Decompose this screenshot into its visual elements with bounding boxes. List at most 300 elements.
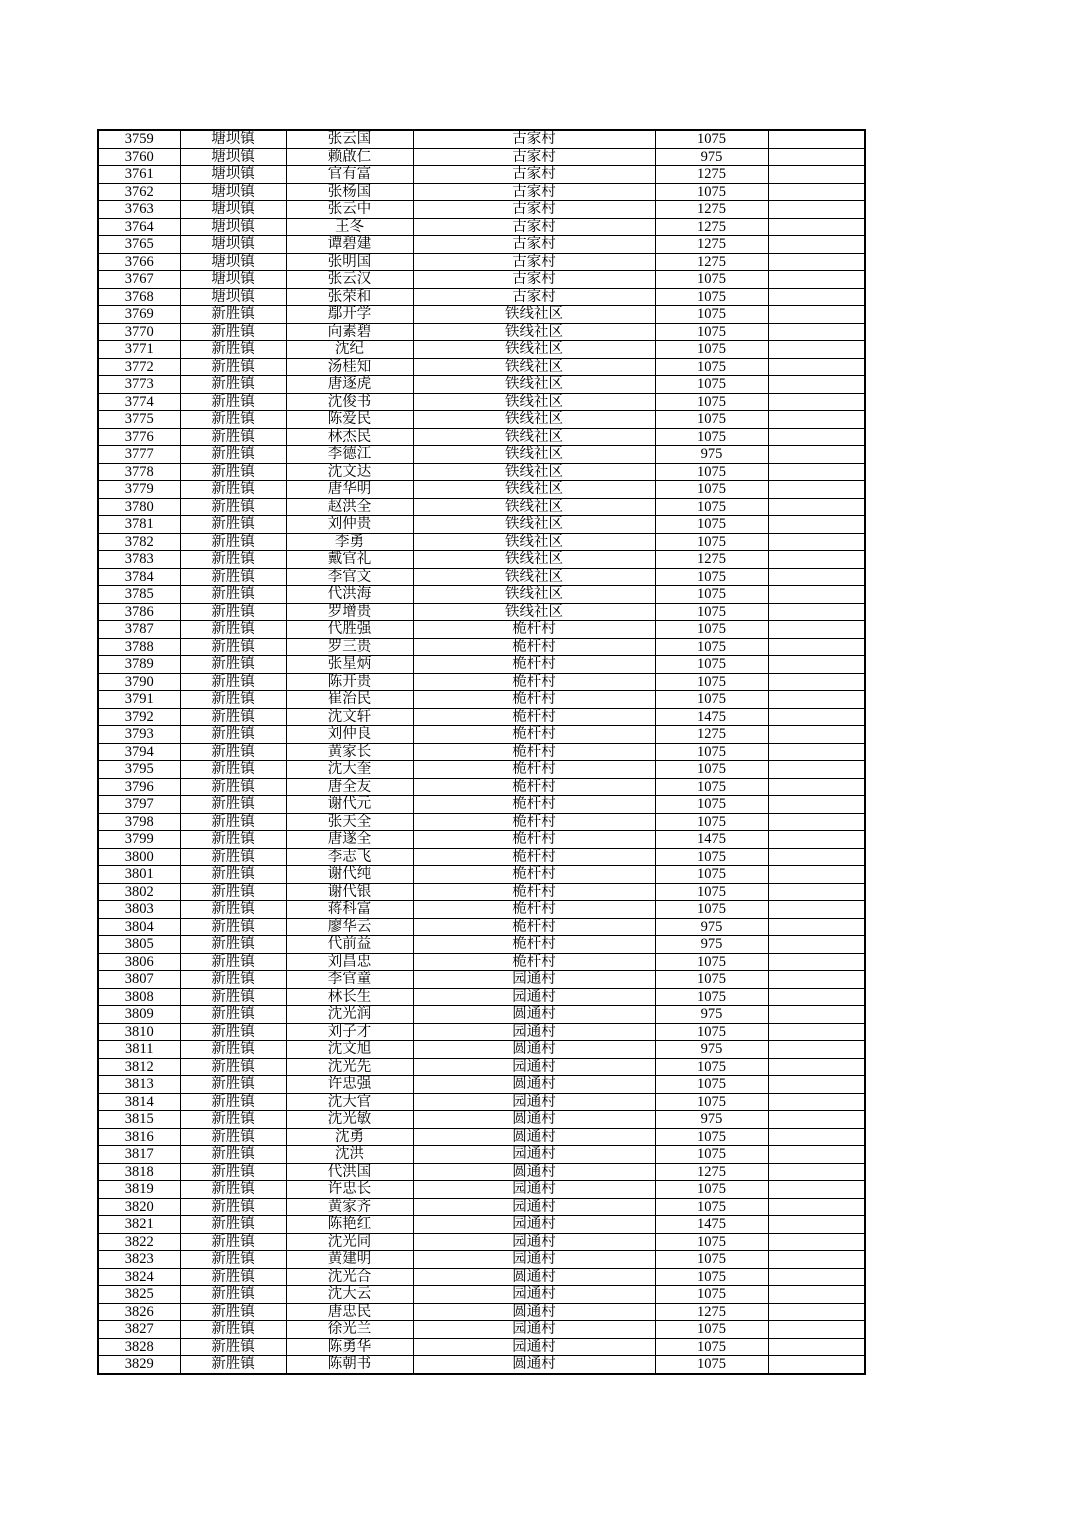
row-number-cell: 3802 (98, 883, 180, 901)
amount-cell: 1075 (655, 953, 768, 971)
town-cell: 新胜镇 (180, 813, 286, 831)
remarks-cell (768, 778, 865, 796)
village-cell: 圆通村 (413, 1163, 655, 1181)
amount-cell: 1075 (655, 691, 768, 709)
remarks-cell (768, 603, 865, 621)
row-number-cell: 3785 (98, 586, 180, 604)
town-cell: 新胜镇 (180, 586, 286, 604)
table-row (98, 586, 865, 604)
table-row (98, 813, 865, 831)
remarks-cell (768, 656, 865, 674)
amount-cell: 1075 (655, 988, 768, 1006)
town-cell: 新胜镇 (180, 1058, 286, 1076)
amount-cell: 1275 (655, 218, 768, 236)
remarks-cell (768, 831, 865, 849)
name-cell: 陈朝书 (286, 1356, 413, 1374)
row-number-cell: 3793 (98, 726, 180, 744)
remarks-cell (768, 358, 865, 376)
remarks-cell (768, 1128, 865, 1146)
row-number-cell: 3797 (98, 796, 180, 814)
amount-cell: 1075 (655, 586, 768, 604)
town-cell: 新胜镇 (180, 1163, 286, 1181)
name-cell: 沈大奎 (286, 761, 413, 779)
row-number-cell: 3771 (98, 341, 180, 359)
name-cell: 向素碧 (286, 323, 413, 341)
village-cell: 铁线社区 (413, 393, 655, 411)
village-cell: 桅杆村 (413, 866, 655, 884)
remarks-cell (768, 988, 865, 1006)
name-cell: 张明国 (286, 253, 413, 271)
row-number-cell: 3816 (98, 1128, 180, 1146)
table-row (98, 691, 865, 709)
village-cell: 铁线社区 (413, 428, 655, 446)
village-cell: 铁线社区 (413, 446, 655, 464)
name-cell: 沈纪 (286, 341, 413, 359)
name-cell: 崔治民 (286, 691, 413, 709)
name-cell: 廖华云 (286, 918, 413, 936)
row-number-cell: 3814 (98, 1093, 180, 1111)
name-cell: 张杨国 (286, 183, 413, 201)
name-cell: 谭碧建 (286, 236, 413, 254)
remarks-cell (768, 551, 865, 569)
town-cell: 新胜镇 (180, 1093, 286, 1111)
row-number-cell: 3768 (98, 288, 180, 306)
name-cell: 沈光敏 (286, 1111, 413, 1129)
row-number-cell: 3824 (98, 1268, 180, 1286)
name-cell: 陈爱民 (286, 411, 413, 429)
village-cell: 桅杆村 (413, 813, 655, 831)
remarks-cell (768, 971, 865, 989)
name-cell: 沈俊书 (286, 393, 413, 411)
village-cell: 古家村 (413, 183, 655, 201)
town-cell: 新胜镇 (180, 708, 286, 726)
table-row (98, 1058, 865, 1076)
remarks-cell (768, 901, 865, 919)
amount-cell: 1075 (655, 130, 768, 148)
row-number-cell: 3827 (98, 1321, 180, 1339)
row-number-cell: 3776 (98, 428, 180, 446)
name-cell: 汤桂知 (286, 358, 413, 376)
amount-cell: 1075 (655, 411, 768, 429)
table-row (98, 1286, 865, 1304)
amount-cell: 1075 (655, 883, 768, 901)
amount-cell: 1075 (655, 183, 768, 201)
town-cell: 新胜镇 (180, 1286, 286, 1304)
name-cell: 蒋科富 (286, 901, 413, 919)
table-row (98, 288, 865, 306)
village-cell: 园通村 (413, 1198, 655, 1216)
village-cell: 园通村 (413, 1146, 655, 1164)
name-cell: 陈艳红 (286, 1216, 413, 1234)
town-cell: 新胜镇 (180, 481, 286, 499)
remarks-cell (768, 1041, 865, 1059)
town-cell: 新胜镇 (180, 831, 286, 849)
town-cell: 新胜镇 (180, 743, 286, 761)
row-number-cell: 3763 (98, 201, 180, 219)
table-row (98, 1198, 865, 1216)
remarks-cell (768, 516, 865, 534)
remarks-cell (768, 253, 865, 271)
remarks-cell (768, 1006, 865, 1024)
name-cell: 李官童 (286, 971, 413, 989)
town-cell: 新胜镇 (180, 1111, 286, 1129)
amount-cell: 1075 (655, 638, 768, 656)
remarks-cell (768, 533, 865, 551)
remarks-cell (768, 1303, 865, 1321)
name-cell: 唐华明 (286, 481, 413, 499)
town-cell: 新胜镇 (180, 1041, 286, 1059)
town-cell: 新胜镇 (180, 1268, 286, 1286)
table-row (98, 1321, 865, 1339)
remarks-cell (768, 201, 865, 219)
name-cell: 沈光先 (286, 1058, 413, 1076)
village-cell: 桅杆村 (413, 936, 655, 954)
town-cell: 新胜镇 (180, 953, 286, 971)
table-row (98, 428, 865, 446)
village-cell: 桅杆村 (413, 761, 655, 779)
remarks-cell (768, 463, 865, 481)
town-cell: 新胜镇 (180, 1076, 286, 1094)
village-cell: 园通村 (413, 1058, 655, 1076)
town-cell: 新胜镇 (180, 1233, 286, 1251)
village-cell: 桅杆村 (413, 621, 655, 639)
village-cell: 铁线社区 (413, 341, 655, 359)
amount-cell: 1075 (655, 901, 768, 919)
amount-cell: 1275 (655, 201, 768, 219)
town-cell: 新胜镇 (180, 883, 286, 901)
name-cell: 谢代元 (286, 796, 413, 814)
name-cell: 唐忠民 (286, 1303, 413, 1321)
amount-cell: 1075 (655, 761, 768, 779)
town-cell: 新胜镇 (180, 428, 286, 446)
name-cell: 林杰民 (286, 428, 413, 446)
amount-cell: 1075 (655, 428, 768, 446)
town-cell: 新胜镇 (180, 1146, 286, 1164)
town-cell: 新胜镇 (180, 463, 286, 481)
town-cell: 新胜镇 (180, 988, 286, 1006)
table-row (98, 568, 865, 586)
amount-cell: 1075 (655, 603, 768, 621)
village-cell: 铁线社区 (413, 533, 655, 551)
remarks-cell (768, 1023, 865, 1041)
town-cell: 新胜镇 (180, 761, 286, 779)
name-cell: 李志飞 (286, 848, 413, 866)
village-cell: 桅杆村 (413, 901, 655, 919)
amount-cell: 1275 (655, 1303, 768, 1321)
village-cell: 桅杆村 (413, 918, 655, 936)
town-cell: 新胜镇 (180, 411, 286, 429)
table-row (98, 551, 865, 569)
name-cell: 刘昌忠 (286, 953, 413, 971)
name-cell: 张星炳 (286, 656, 413, 674)
row-number-cell: 3828 (98, 1338, 180, 1356)
table-row (98, 201, 865, 219)
name-cell: 徐光兰 (286, 1321, 413, 1339)
remarks-cell (768, 743, 865, 761)
village-cell: 古家村 (413, 201, 655, 219)
village-cell: 铁线社区 (413, 411, 655, 429)
village-cell: 古家村 (413, 288, 655, 306)
name-cell: 代洪海 (286, 586, 413, 604)
remarks-cell (768, 796, 865, 814)
amount-cell: 1075 (655, 376, 768, 394)
table-row (98, 708, 865, 726)
row-number-cell: 3780 (98, 498, 180, 516)
amount-cell: 975 (655, 936, 768, 954)
name-cell: 陈开贵 (286, 673, 413, 691)
amount-cell: 1075 (655, 323, 768, 341)
remarks-cell (768, 1338, 865, 1356)
remarks-cell (768, 498, 865, 516)
town-cell: 塘坝镇 (180, 253, 286, 271)
amount-cell: 1075 (655, 743, 768, 761)
amount-cell: 975 (655, 1111, 768, 1129)
village-cell: 古家村 (413, 218, 655, 236)
town-cell: 塘坝镇 (180, 288, 286, 306)
town-cell: 新胜镇 (180, 1216, 286, 1234)
name-cell: 李勇 (286, 533, 413, 551)
table-row (98, 463, 865, 481)
table-row (98, 323, 865, 341)
town-cell: 新胜镇 (180, 498, 286, 516)
table-row (98, 673, 865, 691)
village-cell: 桅杆村 (413, 691, 655, 709)
name-cell: 罗三贵 (286, 638, 413, 656)
village-cell: 园通村 (413, 1093, 655, 1111)
village-cell: 铁线社区 (413, 516, 655, 534)
village-cell: 古家村 (413, 271, 655, 289)
table-row (98, 1216, 865, 1234)
table-row (98, 971, 865, 989)
village-cell: 古家村 (413, 130, 655, 148)
table-row (98, 866, 865, 884)
row-number-cell: 3829 (98, 1356, 180, 1374)
amount-cell: 1075 (655, 1268, 768, 1286)
table-row (98, 358, 865, 376)
village-cell: 桅杆村 (413, 953, 655, 971)
town-cell: 新胜镇 (180, 1128, 286, 1146)
remarks-cell (768, 341, 865, 359)
row-number-cell: 3799 (98, 831, 180, 849)
name-cell: 林长生 (286, 988, 413, 1006)
town-cell: 新胜镇 (180, 673, 286, 691)
row-number-cell: 3789 (98, 656, 180, 674)
amount-cell: 1075 (655, 673, 768, 691)
table-body (98, 130, 865, 1374)
table-row (98, 236, 865, 254)
remarks-cell (768, 1251, 865, 1269)
amount-cell: 1075 (655, 463, 768, 481)
row-number-cell: 3775 (98, 411, 180, 429)
name-cell: 鄢开学 (286, 306, 413, 324)
village-cell: 桅杆村 (413, 638, 655, 656)
town-cell: 塘坝镇 (180, 218, 286, 236)
village-cell: 桅杆村 (413, 708, 655, 726)
amount-cell: 975 (655, 1006, 768, 1024)
amount-cell: 1075 (655, 516, 768, 534)
row-number-cell: 3790 (98, 673, 180, 691)
village-cell: 园通村 (413, 1321, 655, 1339)
town-cell: 新胜镇 (180, 638, 286, 656)
table-row (98, 516, 865, 534)
amount-cell: 1075 (655, 1093, 768, 1111)
data-table (97, 129, 866, 1375)
remarks-cell (768, 813, 865, 831)
table-row (98, 341, 865, 359)
row-number-cell: 3804 (98, 918, 180, 936)
row-number-cell: 3766 (98, 253, 180, 271)
village-cell: 园通村 (413, 1338, 655, 1356)
remarks-cell (768, 376, 865, 394)
table-row (98, 1163, 865, 1181)
remarks-cell (768, 1356, 865, 1374)
row-number-cell: 3773 (98, 376, 180, 394)
remarks-cell (768, 1093, 865, 1111)
village-cell: 园通村 (413, 1023, 655, 1041)
name-cell: 赵洪全 (286, 498, 413, 516)
row-number-cell: 3791 (98, 691, 180, 709)
remarks-cell (768, 1163, 865, 1181)
amount-cell: 1075 (655, 1146, 768, 1164)
table-row (98, 883, 865, 901)
village-cell: 桅杆村 (413, 848, 655, 866)
table-row (98, 1233, 865, 1251)
amount-cell: 1275 (655, 166, 768, 184)
name-cell: 赖啟仁 (286, 148, 413, 166)
row-number-cell: 3800 (98, 848, 180, 866)
village-cell: 铁线社区 (413, 481, 655, 499)
row-number-cell: 3782 (98, 533, 180, 551)
town-cell: 新胜镇 (180, 936, 286, 954)
remarks-cell (768, 953, 865, 971)
town-cell: 新胜镇 (180, 1321, 286, 1339)
town-cell: 新胜镇 (180, 971, 286, 989)
name-cell: 刘仲贵 (286, 516, 413, 534)
village-cell: 圆通村 (413, 1303, 655, 1321)
amount-cell: 1075 (655, 393, 768, 411)
remarks-cell (768, 918, 865, 936)
row-number-cell: 3811 (98, 1041, 180, 1059)
town-cell: 新胜镇 (180, 1006, 286, 1024)
village-cell: 圆通村 (413, 1076, 655, 1094)
village-cell: 园通村 (413, 1251, 655, 1269)
remarks-cell (768, 1233, 865, 1251)
town-cell: 新胜镇 (180, 358, 286, 376)
remarks-cell (768, 1321, 865, 1339)
village-cell: 铁线社区 (413, 498, 655, 516)
table-row (98, 796, 865, 814)
row-number-cell: 3777 (98, 446, 180, 464)
remarks-cell (768, 848, 865, 866)
table-row (98, 1356, 865, 1374)
name-cell: 黄建明 (286, 1251, 413, 1269)
town-cell: 塘坝镇 (180, 201, 286, 219)
table-row (98, 306, 865, 324)
town-cell: 新胜镇 (180, 551, 286, 569)
town-cell: 新胜镇 (180, 778, 286, 796)
table-row (98, 1093, 865, 1111)
remarks-cell (768, 218, 865, 236)
name-cell: 沈光同 (286, 1233, 413, 1251)
amount-cell: 1275 (655, 236, 768, 254)
amount-cell: 1075 (655, 481, 768, 499)
amount-cell: 1075 (655, 1198, 768, 1216)
table-row (98, 498, 865, 516)
town-cell: 新胜镇 (180, 1251, 286, 1269)
amount-cell: 1075 (655, 1128, 768, 1146)
amount-cell: 1075 (655, 971, 768, 989)
table-row (98, 253, 865, 271)
table-row (98, 1111, 865, 1129)
town-cell: 新胜镇 (180, 656, 286, 674)
remarks-cell (768, 306, 865, 324)
town-cell: 新胜镇 (180, 533, 286, 551)
village-cell: 铁线社区 (413, 568, 655, 586)
name-cell: 谢代纯 (286, 866, 413, 884)
row-number-cell: 3794 (98, 743, 180, 761)
amount-cell: 1275 (655, 1163, 768, 1181)
name-cell: 官有富 (286, 166, 413, 184)
table-row (98, 218, 865, 236)
village-cell: 桅杆村 (413, 673, 655, 691)
village-cell: 园通村 (413, 1216, 655, 1234)
town-cell: 塘坝镇 (180, 183, 286, 201)
amount-cell: 1075 (655, 1023, 768, 1041)
table-row (98, 603, 865, 621)
row-number-cell: 3787 (98, 621, 180, 639)
table-row (98, 446, 865, 464)
remarks-cell (768, 673, 865, 691)
remarks-cell (768, 1076, 865, 1094)
village-cell: 古家村 (413, 166, 655, 184)
amount-cell: 1275 (655, 726, 768, 744)
village-cell: 铁线社区 (413, 306, 655, 324)
amount-cell: 1075 (655, 498, 768, 516)
row-number-cell: 3813 (98, 1076, 180, 1094)
town-cell: 新胜镇 (180, 516, 286, 534)
name-cell: 代前益 (286, 936, 413, 954)
name-cell: 沈文轩 (286, 708, 413, 726)
remarks-cell (768, 866, 865, 884)
remarks-cell (768, 761, 865, 779)
amount-cell: 1075 (655, 656, 768, 674)
table-row (98, 481, 865, 499)
row-number-cell: 3806 (98, 953, 180, 971)
row-number-cell: 3801 (98, 866, 180, 884)
row-number-cell: 3819 (98, 1181, 180, 1199)
remarks-cell (768, 568, 865, 586)
town-cell: 塘坝镇 (180, 166, 286, 184)
row-number-cell: 3823 (98, 1251, 180, 1269)
amount-cell: 975 (655, 918, 768, 936)
name-cell: 唐遂全 (286, 831, 413, 849)
village-cell: 古家村 (413, 236, 655, 254)
town-cell: 新胜镇 (180, 306, 286, 324)
row-number-cell: 3798 (98, 813, 180, 831)
name-cell: 沈光润 (286, 1006, 413, 1024)
row-number-cell: 3826 (98, 1303, 180, 1321)
village-cell: 圆通村 (413, 1111, 655, 1129)
remarks-cell (768, 130, 865, 148)
town-cell: 新胜镇 (180, 796, 286, 814)
amount-cell: 1075 (655, 533, 768, 551)
amount-cell: 975 (655, 148, 768, 166)
name-cell: 沈光合 (286, 1268, 413, 1286)
table-row (98, 393, 865, 411)
name-cell: 沈洪 (286, 1146, 413, 1164)
row-number-cell: 3812 (98, 1058, 180, 1076)
remarks-cell (768, 393, 865, 411)
